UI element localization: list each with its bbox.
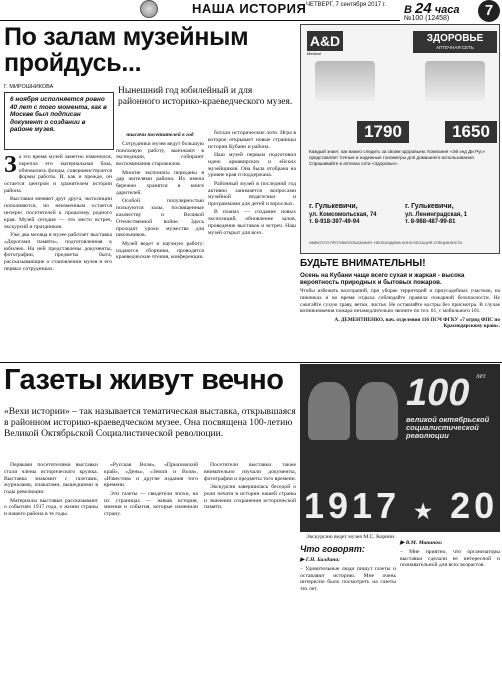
paragraph: Особой популярностью пользуются залы, посвященные казачеству и Великой Отечественной войне. Здесь проходят уроки мужества для школьников. <box>116 198 204 239</box>
article1-column-3 <box>208 130 296 238</box>
article2-column-1 <box>4 462 98 520</box>
paragraph: Сотрудники музея ведут большую поисковую работу, выезжают в экспедиции, собирают воспоминания старожилов. <box>116 140 204 168</box>
paragraph: Экскурсия завершилась беседой о роли печати в истории нашей страны и значении сохранения исторической памяти. <box>204 483 296 511</box>
star-icon: ★ <box>414 501 437 523</box>
warning-title: БУДЬТЕ ВНИМАТЕЛЬНЫ! <box>300 258 426 269</box>
article2-headline: Газеты живут вечно <box>4 364 284 396</box>
paragraph: Многие экспонаты переданы в дар жителями района. Их имена бережно хранятся в книге дарителей. <box>116 169 204 196</box>
quote-text: – Мне приятно, что организаторы выставки сделали ее интересной и познавательной для всех возрастов. <box>400 548 500 569</box>
ad-text: Каждый знает, как важно следить за своим здоровьем. Компания «Эй энд Ди Рус» представляет точные и надежные тонометры для домашнего использования. Спрашивайте в аптеках сети «Здоровье». <box>309 149 486 166</box>
page-number: 7 <box>478 0 500 22</box>
paragraph: а это время музей заметно изменился, окрепла его материальная база, обновились фонды, совершенствуются формы работы. И, как и прежде, он остается центром и хранителем истории района. <box>4 154 112 195</box>
paragraph: В планах — создание новых экспозиций, обновление залов, проведение выставок и встреч. Наш музей открыт для всех. <box>208 209 296 236</box>
pharmacy-address <box>405 203 497 226</box>
header-rule <box>0 20 400 21</box>
quote-text: – Удивительные люди пишут газеты и оставляют историю. Мне очень интересно было посмотреть на газеты тех лет. <box>300 565 396 593</box>
warning-body: Чтобы избежать возгораний, при уборке территорий и приусадебных участков, на пикниках и во время отдыха соблюдайте правила пожарной безопасности. Не сжигайте сухую траву, ветки, листья. Не оставляйте костры без присмотра. В случае возникновения пожара незамедлительно звоните по тел. 01, с мобильного 101. <box>300 288 500 315</box>
article1-lead: Нынешний год юбилейный и для районного историко-краеведческого музея. <box>118 86 293 107</box>
paragraph: Наш музей первым подготовил идею армавирских и ейских музейщиков. Она была отобрана на уровне края и поддержана. <box>208 151 296 179</box>
article2-lead: «Вехи истории» – так называется тематическая выставка, открывшаяся в районном историко-краеведческом музее. Она посвящена 100-летию Великой Октябрьской Социалистической революции. <box>4 406 296 440</box>
article1-headline: По залам музейным пройдусь... <box>4 23 249 78</box>
poster-number: 100 <box>406 372 470 414</box>
paragraph: ботали исторические лото. Игра в которое открывает новые страницы истории Кубани и района. <box>208 130 296 150</box>
section-divider <box>0 362 502 363</box>
issue-number: №100 (12458) <box>404 15 450 22</box>
quote-author: ▶ Г.Н. Балдина: <box>300 556 341 563</box>
article2-column-3 <box>204 462 296 513</box>
tonometer-image <box>315 61 375 101</box>
revolution-poster <box>300 364 500 532</box>
article1-column-2 <box>116 130 204 263</box>
price-tag: 1790 <box>357 121 409 143</box>
brand-number: 24 <box>415 0 432 17</box>
rubric-title: НАША ИСТОРИЯ <box>192 1 307 16</box>
paragraph: «Русская Воля», «Приазовский край», «День», «Земля и Воля», «Известия» и другие издания того времени. <box>104 462 198 489</box>
tonometer-image <box>425 61 485 101</box>
address-city: г. Гулькевичи, <box>309 203 358 210</box>
year-left: 1917 <box>304 485 401 526</box>
ad-disclaimer: ИМЕЮТСЯ ПРОТИВОПОКАЗАНИЯ. НЕОБХОДИМА КОНСУЛЬТАЦИЯ СПЕЦИАЛИСТА. <box>309 241 464 245</box>
address-phone: т. 8-988-487-99-81 <box>405 218 456 225</box>
dropcap: З <box>4 152 17 178</box>
warning-subtitle: Осень на Кубани чаще всего сухая и жаркая - высока вероятность природных и бытовых пожаров. <box>300 272 465 287</box>
quotes-title: Что говорят: <box>300 544 365 554</box>
quotes-section <box>300 544 396 593</box>
paragraph: Материалы выставки рассказывают о событиях 1917 года, о жизни страны и нашего района в те годы. <box>4 497 98 518</box>
paragraph: Выставки меняют друг друга, экспозиции пополняются, но неизменным остается интерес посетителей к прошлому родного края. Музей сегодня — это место встреч, экскурсий и праздников. <box>4 196 112 230</box>
poster-years <box>304 484 498 528</box>
poster-let: лет <box>476 372 486 380</box>
pharmacy-address <box>309 203 401 226</box>
ad-brand-logo: A&D <box>307 31 343 51</box>
paragraph: Уже два месяца в музее работает выставка «Дорогами памяти», подготовленная к юбилею. На ней представлены документы, фотографии, предметы быта, рассказывающие о становлении музея и его первых сотрудниках. <box>4 231 112 272</box>
address-phone: т. 8-918-397-49-94 <box>309 218 360 225</box>
address-street: ул. Комсомольская, 74 <box>309 211 377 218</box>
article1-author: Г. МИРОШНИКОВА <box>4 84 54 90</box>
pharmacy-sub: АПТЕЧНАЯ СЕТЬ <box>436 45 474 51</box>
pharmacy-name: ЗДОРОВЬЕ <box>426 33 484 44</box>
year-right: 20 <box>450 485 499 526</box>
brand-prefix: В <box>404 4 412 16</box>
paragraph: Первыми посетителями выставки стали члены исторического кружка. Выставка знакомит с газетами, журналами, плакатами, вышедшими в годы революции. <box>4 462 98 496</box>
address-city: г. Гулькевичи, <box>405 203 454 210</box>
address-street: ул. Ленинградская, 1 <box>405 211 467 218</box>
emblem-icon <box>140 0 158 18</box>
paragraph: Районный музей в последний год активно занимается вопросами музейной педагогики и программами для детей и взрослых. <box>208 180 296 208</box>
paragraph: Посетители выставки также внимательно изучали документы, фотографии и предметы того времени. <box>204 462 297 482</box>
quote-author: ▶ В.М. Манапов: <box>400 540 443 546</box>
issue-date: ЧЕТВЕРГ, 7 сентября 2017 г. <box>306 2 386 8</box>
portrait-image <box>308 382 350 440</box>
page-header <box>0 0 502 22</box>
photo-caption: Экскурсию ведет музея М.С. Корнин. <box>306 534 396 540</box>
article1-column-1 <box>4 154 112 274</box>
quotes-section-2 <box>400 538 500 569</box>
advertisement <box>300 24 500 254</box>
paragraph: Музей ведет и научную работу: издаются сборники, проводятся краеведческие чтения, конференции. <box>116 240 204 261</box>
fire-warning <box>300 258 500 330</box>
column-subhead: тысячи посетителей в год <box>126 132 194 138</box>
ad-brand-sub: Medical <box>307 51 321 56</box>
poster-caption-text: великой октябрьской социалистической революции <box>406 415 490 440</box>
article2-column-2 <box>104 462 198 520</box>
pharmacy-logo <box>413 31 497 53</box>
warning-signature: А. ДЕМЕНТИЕНКО, нач. отделения 116 ПСЧ ФГКУ «7 отряд ФПС по Краснодарскому краю». <box>334 316 500 330</box>
brand-suffix: часа <box>434 4 460 16</box>
paragraph: Эти газеты — свидетели эпохи, на их страницах — живая история, мнения и события, которые изменили страну. <box>104 490 198 518</box>
portrait-image <box>356 382 398 440</box>
article1-callout: 6 ноября исполняется ровно 40 лет с того момента, как в Москве был подписан документ о создании в районе музея. <box>4 92 114 150</box>
price-tag: 1650 <box>445 121 497 143</box>
